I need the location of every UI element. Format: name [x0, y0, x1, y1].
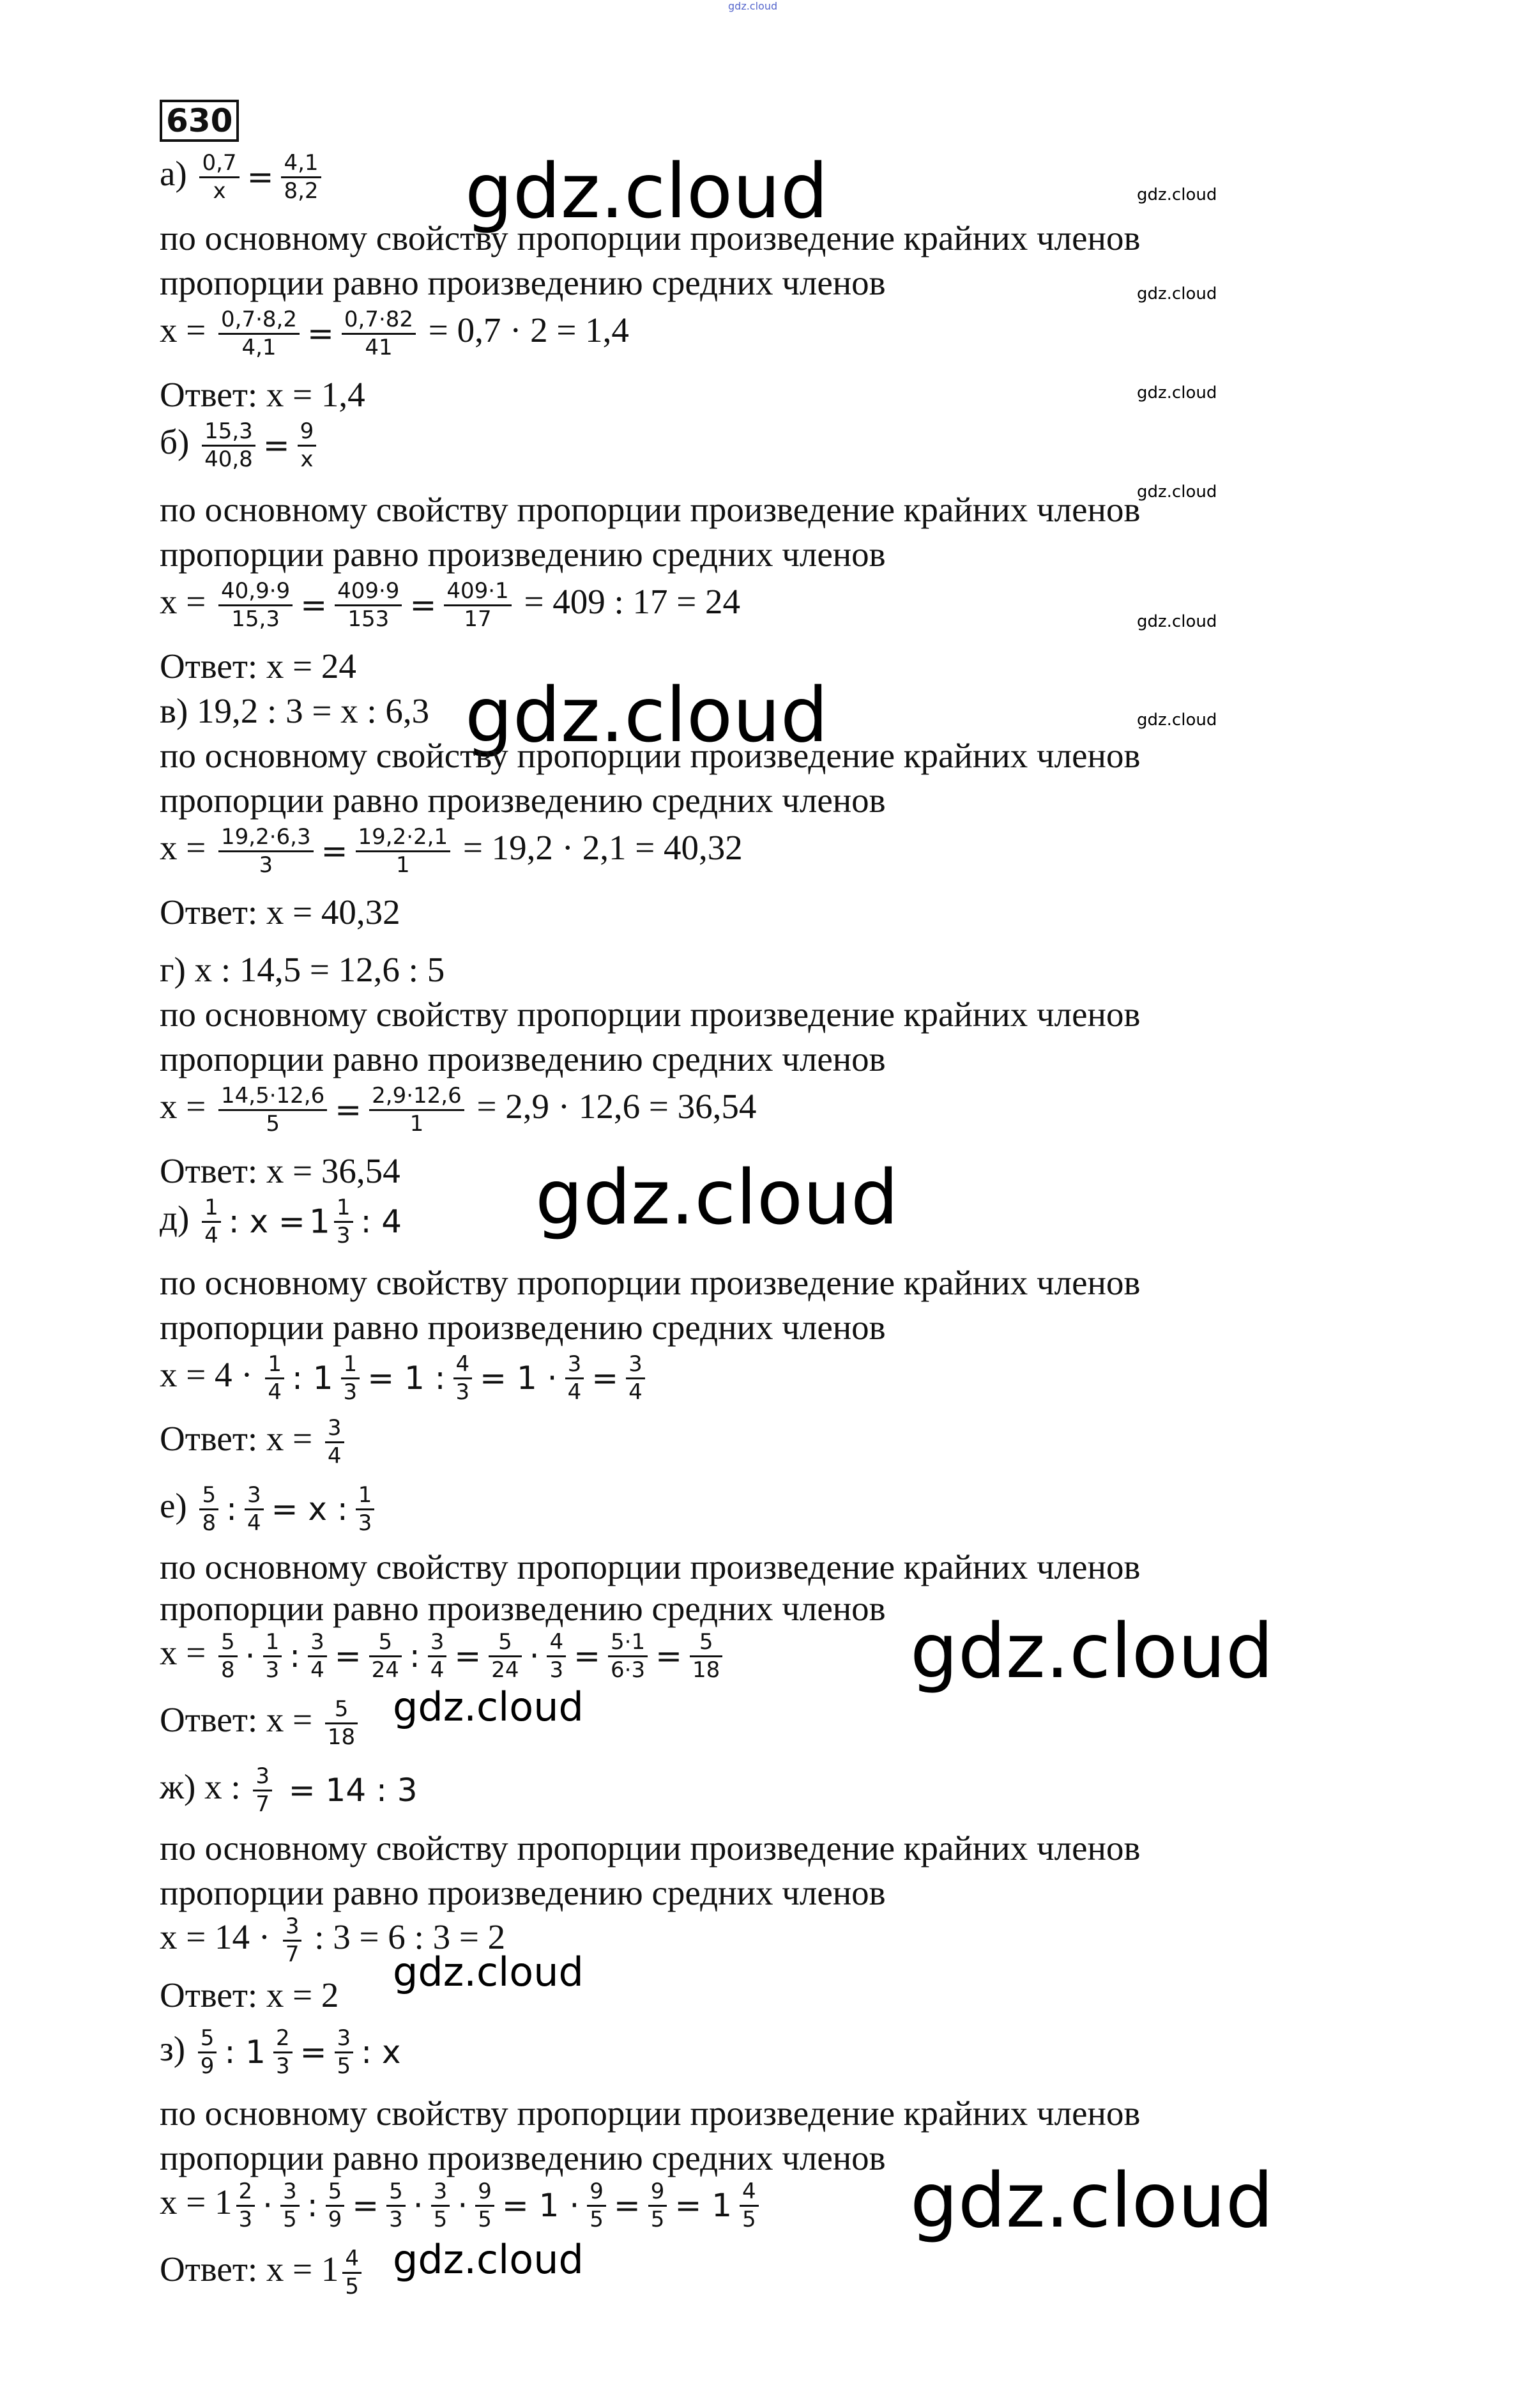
property-text-line1: по основному свойству пропорции произведение крайних членов	[160, 219, 1141, 257]
watermark-top: gdz.cloud	[728, 0, 778, 12]
property-text-line2: пропорции равно произведению средних членов	[160, 535, 886, 574]
property-text-line2: пропорции равно произведению средних членов	[160, 1308, 886, 1347]
solution-z: x = 1 $\frac{2}{3}$ · $\frac{3}{5}$ : $\frac{5}{9}$ = $\frac{5}{3}$ · $\frac{3}{5}$ · $\frac{9}{5}$ = 1 · $\frac{9}{5}$ = $\frac{9}{5}$ = 1 $\frac{4}{5}$	[160, 2179, 763, 2233]
task-g: г) x : 14,5 = 12,6 : 5	[160, 950, 445, 989]
task-number: 630	[160, 100, 239, 142]
watermark-medium: gdz.cloud	[393, 1949, 584, 1995]
answer-b: Ответ: x = 24	[160, 647, 356, 686]
task-a: а) $\frac{0,7}{x}$ = $\frac{4,1}{8,2}$	[160, 150, 325, 204]
task-z: з) $\frac{5}{9}$ : 1 $\frac{2}{3}$ = $\frac{3}{5}$ : x	[160, 2025, 401, 2079]
watermark-small: gdz.cloud	[1137, 284, 1217, 303]
task-number-box	[160, 102, 239, 139]
watermark-medium: gdz.cloud	[393, 2236, 584, 2283]
solution-d: x = 4 · $\frac{1}{4}$ : 1 $\frac{1}{3}$ = 1 : $\frac{4}{3}$ = 1 · $\frac{3}{4}$ = $\frac{3}{4}$	[160, 1351, 649, 1406]
property-text-line1: по основному свойству пропорции произведение крайних членов	[160, 995, 1141, 1034]
watermark-small: gdz.cloud	[1137, 383, 1217, 403]
watermark-large: gdz.cloud	[910, 1607, 1274, 1695]
solution-zh: x = 14 · $\frac{3}{7}$ : 3 = 6 : 3 = 2	[160, 1913, 506, 1967]
answer-zh: Ответ: x = 2	[160, 1975, 339, 2014]
property-text-line1: по основному свойству пропорции произведение крайних членов	[160, 736, 1141, 775]
watermark-large: gdz.cloud	[465, 671, 828, 759]
answer-d: Ответ: x = $\frac{3}{4}$	[160, 1415, 348, 1469]
answer-v: Ответ: x = 40,32	[160, 893, 400, 932]
property-text-line2: пропорции равно произведению средних членов	[160, 263, 886, 302]
task-d: д) $\frac{1}{4}$ : x = 1 $\frac{1}{3}$ : 4	[160, 1195, 402, 1248]
property-text-line2: пропорции равно произведению средних членов	[160, 781, 886, 820]
solution-b: x = $\frac{40,9\cdot 9}{15,3}$ = $\frac{409\cdot 9}{153}$ = $\frac{409\cdot 1}{17}$ = 409 : 17 = 24	[160, 578, 741, 632]
task-zh: ж) x : $\frac{3}{7}$ = 14 : 3	[160, 1763, 418, 1817]
fraction: $\frac{4,1}{8,2}$	[281, 150, 321, 204]
property-text-line1: по основному свойству пропорции произведение крайних членов	[160, 1263, 1141, 1302]
watermark-small: gdz.cloud	[1137, 482, 1217, 502]
task-e: е) $\frac{5}{8}$ : $\frac{3}{4}$ = x : $\frac{1}{3}$	[160, 1482, 378, 1537]
watermark-large: gdz.cloud	[465, 147, 828, 235]
property-text-line2: пропорции равно произведению средних членов	[160, 2138, 886, 2177]
answer-z: Ответ: x = 1 $\frac{4}{5}$	[160, 2246, 365, 2300]
fraction: $\frac{0,7}{x}$	[199, 150, 239, 204]
solution-g: x = $\frac{14,5\cdot 12,6}{5}$ = $\frac{2,9\cdot 12,6}{1}$ = 2,9 · 12,6 = 36,54	[160, 1083, 757, 1137]
property-text-line1: по основному свойству пропорции произведение крайних членов	[160, 1829, 1141, 1867]
property-text-line1: по основному свойству пропорции произведение крайних членов	[160, 490, 1141, 529]
property-text-line1: по основному свойству пропорции произведение крайних членов	[160, 2094, 1141, 2133]
solution-v: x = $\frac{19,2\cdot 6,3}{3}$ = $\frac{19,2\cdot 2,1}{1}$ = 19,2 · 2,1 = 40,32	[160, 824, 743, 878]
watermark-large: gdz.cloud	[910, 2156, 1274, 2244]
answer-a: Ответ: x = 1,4	[160, 375, 365, 414]
answer-e: Ответ: x = $\frac{5}{18}$	[160, 1696, 361, 1751]
watermark-medium: gdz.cloud	[393, 1683, 584, 1730]
property-text-line2: пропорции равно произведению средних членов	[160, 1039, 886, 1078]
watermark-small: gdz.cloud	[1137, 185, 1217, 204]
property-text-line2: пропорции равно произведению средних членов	[160, 1873, 886, 1912]
solution-a: x = $\frac{0,7\cdot 8,2}{4,1}$ = $\frac{0,7\cdot 82}{41}$ = 0,7 · 2 = 1,4	[160, 307, 629, 360]
task-v: в) 19,2 : 3 = x : 6,3	[160, 691, 430, 730]
property-text-line2: пропорции равно произведению средних членов	[160, 1589, 886, 1628]
watermark-large: gdz.cloud	[535, 1153, 899, 1241]
solution-e: x = $\frac{5}{8}$ · $\frac{1}{3}$ : $\frac{3}{4}$ = $\frac{5}{24}$ : $\frac{3}{4}$ = $\frac{5}{24}$ · $\frac{4}{3}$ = $\frac{5\cdot 1}{6\cdot 3}$ = $\frac{5}{18}$	[160, 1629, 726, 1683]
task-b: б) $\frac{15,3}{40,8}$ = $\frac{9}{x}$	[160, 418, 320, 473]
answer-g: Ответ: x = 36,54	[160, 1151, 400, 1190]
property-text-line1: по основному свойству пропорции произведение крайних членов	[160, 1547, 1141, 1586]
watermark-small: gdz.cloud	[1137, 710, 1217, 730]
watermark-small: gdz.cloud	[1137, 612, 1217, 631]
